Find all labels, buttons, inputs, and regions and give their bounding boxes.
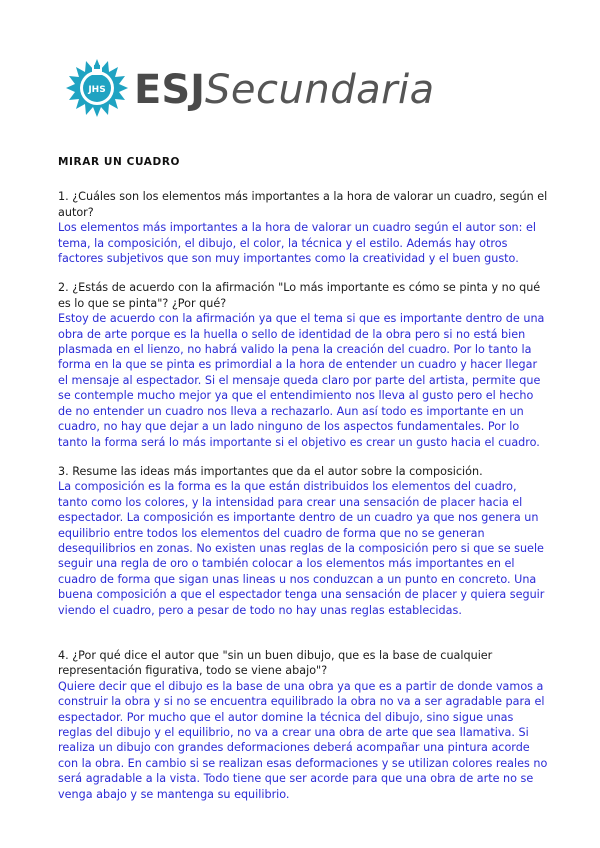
answer-4: Quiere decir que el dibujo es la base de una obra ya que es a partir de donde vamos a construir la obra y si no se encuentra equilibrado la obra no va a ser agradable para el espectador. Por mucho que el autor domine la técnica del dibujo, sino sigue unas reglas del dibujo y el equilibrio, no va a crear una obra de arte que sea llamativa. Si realiza un dibujo con grandes deformaciones deberá acompañar una pintura acorde con la obra. En cambio si se realizan esas deformaciones y se utilizan colores reales no será agradable a la vista. Todo tiene que ser acorde para que una obra de arte no se venga abajo y se mantenga su equilibrio. [58, 679, 548, 801]
qa-item-2 [58, 280, 548, 449]
question-4: 4. ¿Por qué dice el autor que "sin un buen dibujo, que es la base de cualquier representación figurativa, todo se viene abajo"? [58, 648, 493, 678]
qa-item-3 [58, 464, 548, 618]
jhs-emblem-icon [62, 55, 132, 125]
document-body [58, 155, 548, 816]
brand-wordmark [134, 66, 435, 114]
esj-logo [62, 55, 435, 125]
question-2: 2. ¿Estás de acuerdo con la afirmación "Lo más importante es cómo se pinta y no qué es lo que se pinta"? ¿Por qué? [58, 281, 541, 310]
brand-light: Secundaria [205, 67, 435, 113]
qa-item-1 [58, 189, 548, 266]
answer-2: Estoy de acuerdo con la afirmación ya que el tema si que es importante dentro de una obra de arte porque es la huella o sello de identidad de la obra pero si no está bien plasmada en el lienzo, no habrá valido la pena la creación del cuadro. Por lo tanto la forma en la que se pinta es primordial a la hora de entender un cuadro y hacer llegar el mensaje al espectador. Si el mensaje queda claro por parte del artista, permite que se contemple mucho mejor ya que el entendimiento nos lleva al gusto pero el hecho de no entender un cuadro nos lleva a rechazarlo. Aun así todo es importante en un cuadro, no hay que dejar a un lado ninguno de los aspectos fundamentales. Por lo tanto la forma será lo más importante si el objetivo es crear un gusto hacia el cuadro. [58, 312, 545, 449]
answer-3: La composición es la forma es la que están distribuidos los elementos del cuadro, tanto como los colores, y la intensidad para crear una sensación de placer hacia el espectador. La composición es importante dentro de un cuadro ya que nos genera un equilibrio entre todos los elementos del cuadro de forma que no se generan desequilibrios en zonas. No existen unas reglas de la composición pero si que se suele seguir una regla de oro o también colocar a los elementos más importantes en el cuadro de forma que sigan unas lineas u nos conduzcan a un punto en concreto. Una buena composición a que el espectador tenga una sensación de placer y quiera seguir viendo el cuadro, pero a pesar de todo no hay unas reglas establecidas. [58, 480, 545, 617]
question-1: 1. ¿Cuáles son los elementos más importantes a la hora de valorar un cuadro, según el autor? [58, 190, 548, 219]
document-title: MIRAR UN CUADRO [58, 156, 181, 168]
qa-item-4 [58, 648, 548, 802]
brand-bold: ESJ [134, 67, 206, 113]
answer-1: Los elementos más importantes a la hora de valorar un cuadro según el autor son: el tema, la composición, el dibujo, el color, la técnica y el estilo. Además hay otros factores subjetivos que son muy importantes como la creatividad y el buen gusto. [58, 221, 536, 266]
question-3: 3. Resume las ideas más importantes que da el autor sobre la composición. [58, 464, 483, 478]
emblem-text: JHS [88, 85, 106, 95]
